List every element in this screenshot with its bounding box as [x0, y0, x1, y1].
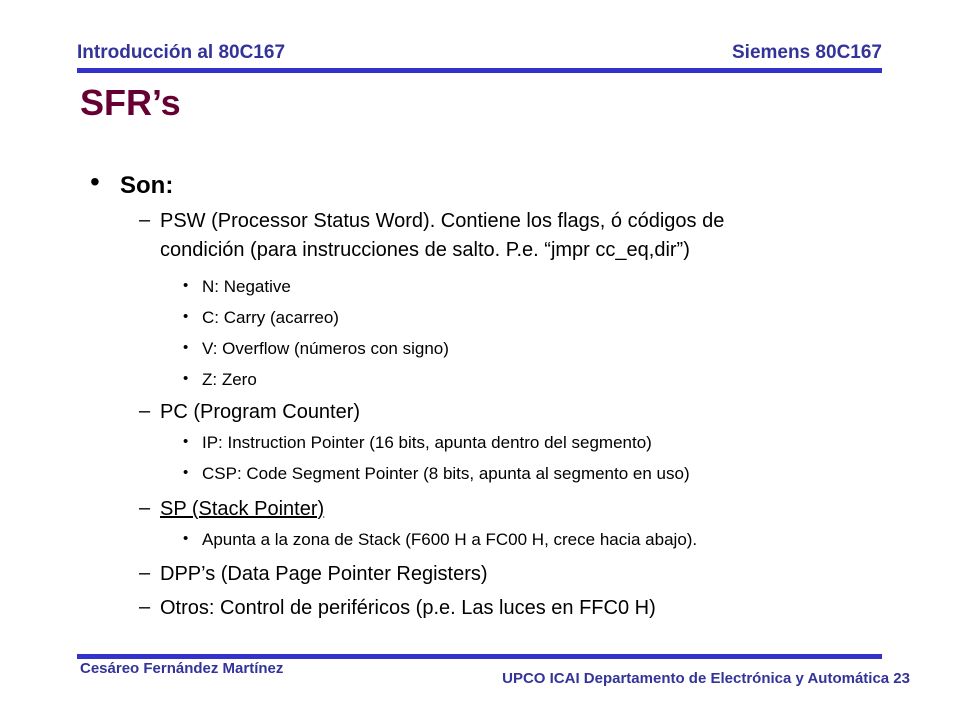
bullet-icon: • — [90, 166, 100, 197]
sub-bullet-icon: • — [183, 530, 189, 547]
sub-bullet-icon: • — [183, 370, 189, 387]
sp-text: SP (Stack Pointer) — [160, 498, 325, 520]
footer-divider — [77, 654, 882, 659]
sub-bullet-icon: • — [183, 464, 189, 481]
sp-item: Apunta a la zona de Stack (F600 H a FC00 H, crece hacia abajo). — [202, 530, 698, 549]
psw-line-1: PSW (Processor Status Word). Contiene los flags, ó códigos de — [160, 210, 725, 232]
dash-marker: – — [139, 596, 151, 618]
psw-item-c: C: Carry (acarreo) — [202, 308, 339, 327]
sub-bullet-icon: • — [183, 339, 189, 356]
dpp-text: DPP’s (Data Page Pointer Registers) — [160, 563, 488, 585]
dash-marker: – — [139, 562, 151, 584]
footer-department: UPCO ICAI Departamento de Electrónica y Automática 23 — [502, 670, 910, 687]
psw-item-z: Z: Zero — [202, 370, 257, 389]
level1-heading: Son: — [120, 172, 174, 199]
sub-bullet-icon: • — [183, 277, 189, 294]
header-device-title: Siemens 80C167 — [732, 42, 882, 63]
header-course-title: Introducción al 80C167 — [77, 42, 286, 63]
psw-item-v: V: Overflow (números con signo) — [202, 339, 449, 358]
psw-line-2: condición (para instrucciones de salto. P.e. “jmpr cc_eq,dir”) — [160, 239, 690, 261]
header-divider — [77, 68, 882, 73]
pc-item-ip: IP: Instruction Pointer (16 bits, apunta dentro del segmento) — [202, 433, 652, 452]
dash-marker: – — [139, 497, 151, 519]
footer-author: Cesáreo Fernández Martínez — [80, 660, 284, 677]
pc-item-csp: CSP: Code Segment Pointer (8 bits, apunta al segmento en uso) — [202, 464, 690, 483]
sub-bullet-icon: • — [183, 433, 189, 450]
psw-item-n: N: Negative — [202, 277, 291, 296]
slide-title: SFR’s — [80, 82, 181, 123]
pc-text: PC (Program Counter) — [160, 401, 361, 423]
dash-marker: – — [139, 209, 151, 231]
otros-text: Otros: Control de periféricos (p.e. Las luces en FFC0 H) — [160, 597, 656, 619]
dash-marker: – — [139, 400, 151, 422]
sub-bullet-icon: • — [183, 308, 189, 325]
